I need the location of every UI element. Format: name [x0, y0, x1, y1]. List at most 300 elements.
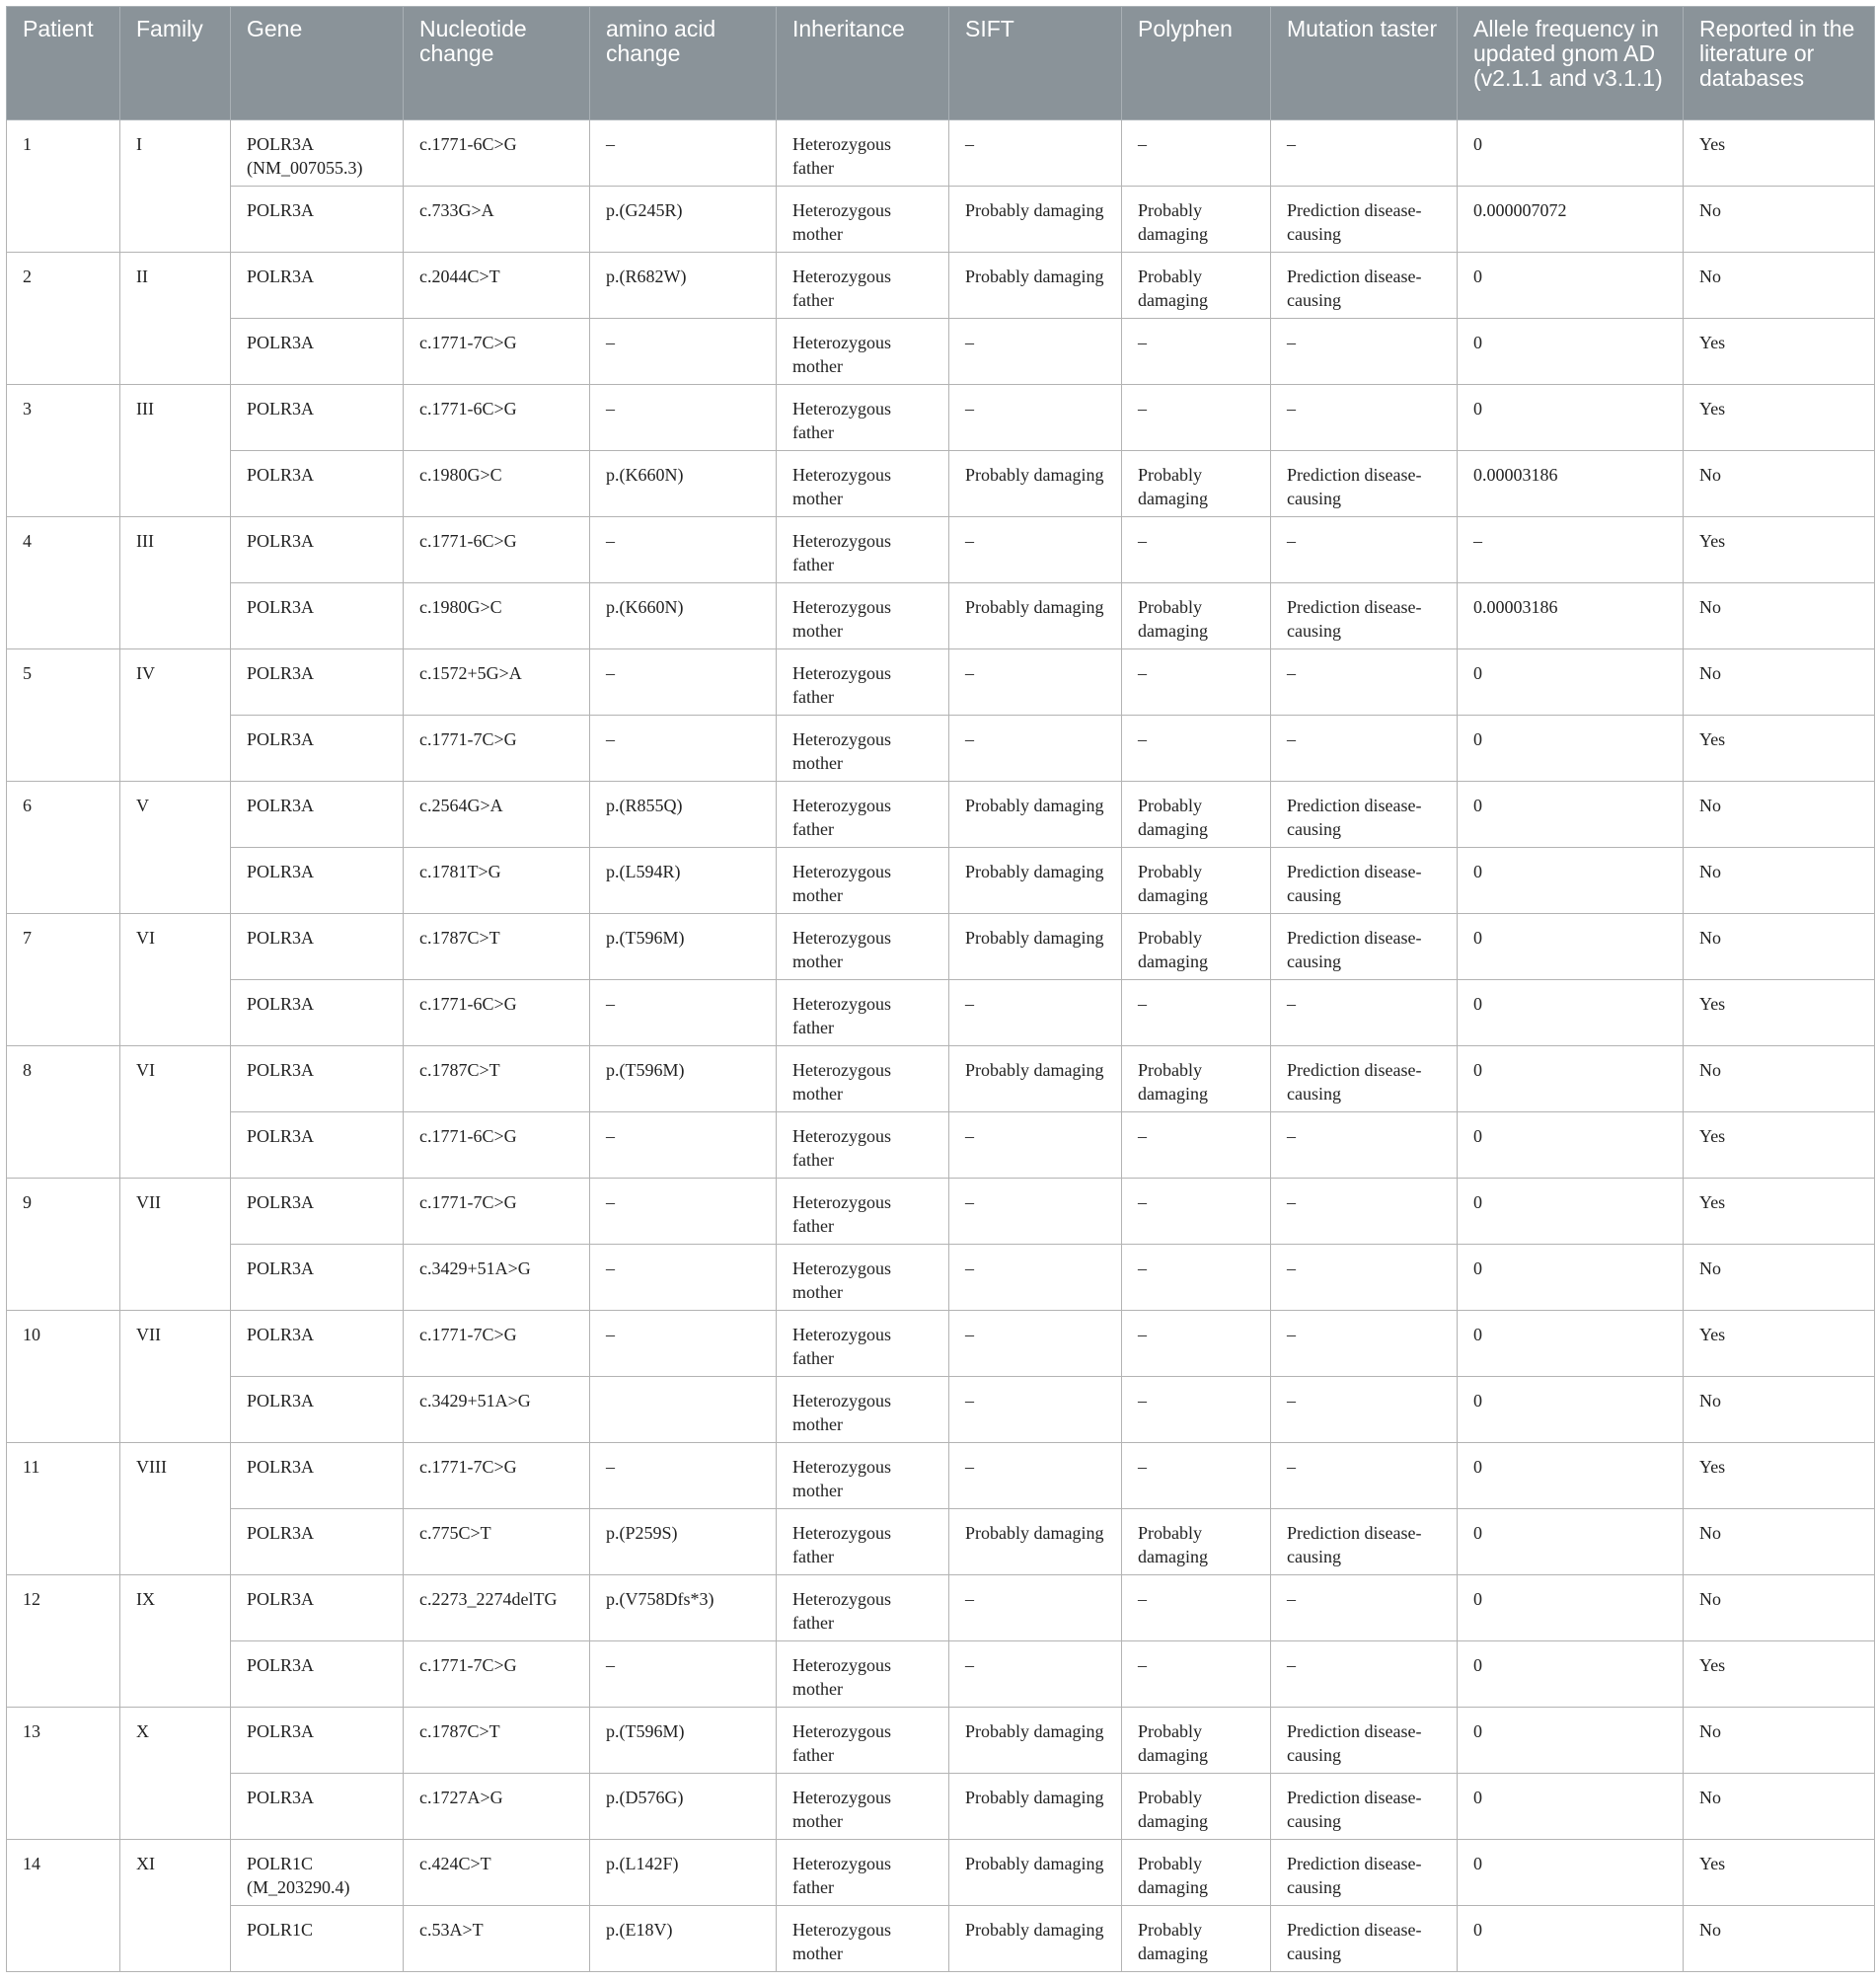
polyphen-cell: Probably damaging	[1122, 1708, 1271, 1774]
mutation-taster-cell: Prediction disease-causing	[1271, 848, 1458, 914]
mutation-taster-cell: –	[1271, 1179, 1458, 1245]
sift-cell: Probably damaging	[949, 1509, 1122, 1575]
table-body	[7, 120, 1875, 1972]
allele-frequency-cell: 0	[1458, 1311, 1684, 1377]
inheritance-cell: Heterozygous father	[777, 1708, 949, 1774]
header-mutation-taster: Mutation taster	[1271, 7, 1458, 120]
allele-frequency-cell: 0	[1458, 980, 1684, 1046]
reported-cell: No	[1684, 1906, 1875, 1972]
sift-cell: –	[949, 1443, 1122, 1509]
allele-frequency-cell: 0.000007072	[1458, 187, 1684, 253]
table-row	[7, 1245, 1875, 1311]
table-row	[7, 120, 1875, 187]
sift-cell: –	[949, 385, 1122, 451]
gene-cell: POLR3A	[231, 1245, 404, 1311]
allele-frequency-cell: –	[1458, 517, 1684, 583]
table-row	[7, 848, 1875, 914]
patient-cell: 14	[7, 1840, 120, 1972]
reported-cell: No	[1684, 1377, 1875, 1443]
mutation-taster-cell: Prediction disease-causing	[1271, 1774, 1458, 1840]
nucleotide-change-cell: c.1771-7C>G	[404, 1311, 590, 1377]
sift-cell: Probably damaging	[949, 253, 1122, 319]
reported-cell: No	[1684, 1708, 1875, 1774]
amino-acid-change-cell: –	[590, 1311, 777, 1377]
family-cell: II	[120, 253, 231, 385]
sift-cell: Probably damaging	[949, 914, 1122, 980]
sift-cell: –	[949, 716, 1122, 782]
allele-frequency-cell: 0	[1458, 1774, 1684, 1840]
table-row	[7, 319, 1875, 385]
inheritance-cell: Heterozygous mother	[777, 187, 949, 253]
reported-cell: No	[1684, 451, 1875, 517]
header-row	[7, 7, 1875, 120]
inheritance-cell: Heterozygous mother	[777, 1641, 949, 1708]
gene-cell: POLR3A	[231, 1708, 404, 1774]
amino-acid-change-cell: p.(E18V)	[590, 1906, 777, 1972]
allele-frequency-cell: 0	[1458, 848, 1684, 914]
nucleotide-change-cell: c.1771-7C>G	[404, 716, 590, 782]
table-row	[7, 1708, 1875, 1774]
mutation-taster-cell: –	[1271, 1245, 1458, 1311]
gene-cell: POLR3A	[231, 980, 404, 1046]
table-row	[7, 451, 1875, 517]
reported-cell: No	[1684, 914, 1875, 980]
gene-cell: POLR3A	[231, 1575, 404, 1641]
table-row	[7, 1112, 1875, 1179]
nucleotide-change-cell: c.1787C>T	[404, 1046, 590, 1112]
allele-frequency-cell: 0	[1458, 1641, 1684, 1708]
reported-cell: No	[1684, 583, 1875, 649]
mutation-taster-cell: –	[1271, 120, 1458, 187]
nucleotide-change-cell: c.1771-6C>G	[404, 385, 590, 451]
polyphen-cell: –	[1122, 517, 1271, 583]
table-row	[7, 1509, 1875, 1575]
family-cell: X	[120, 1708, 231, 1840]
inheritance-cell: Heterozygous mother	[777, 1046, 949, 1112]
sift-cell: Probably damaging	[949, 1708, 1122, 1774]
nucleotide-change-cell: c.775C>T	[404, 1509, 590, 1575]
polyphen-cell: Probably damaging	[1122, 1906, 1271, 1972]
mutation-taster-cell: –	[1271, 517, 1458, 583]
nucleotide-change-cell: c.424C>T	[404, 1840, 590, 1906]
allele-frequency-cell: 0	[1458, 1906, 1684, 1972]
amino-acid-change-cell: –	[590, 1245, 777, 1311]
inheritance-cell: Heterozygous mother	[777, 1774, 949, 1840]
sift-cell: Probably damaging	[949, 848, 1122, 914]
variants-table-container	[6, 6, 1874, 1972]
family-cell: IV	[120, 649, 231, 782]
reported-cell: Yes	[1684, 1112, 1875, 1179]
polyphen-cell: Probably damaging	[1122, 253, 1271, 319]
gene-cell: POLR3A	[231, 848, 404, 914]
inheritance-cell: Heterozygous father	[777, 1509, 949, 1575]
sift-cell: –	[949, 319, 1122, 385]
family-cell: VII	[120, 1311, 231, 1443]
nucleotide-change-cell: c.3429+51A>G	[404, 1245, 590, 1311]
patient-cell: 13	[7, 1708, 120, 1840]
amino-acid-change-cell: p.(T596M)	[590, 1046, 777, 1112]
nucleotide-change-cell: c.2273_2274delTG	[404, 1575, 590, 1641]
family-cell: VI	[120, 914, 231, 1046]
amino-acid-change-cell: p.(L594R)	[590, 848, 777, 914]
table-row	[7, 980, 1875, 1046]
polyphen-cell: –	[1122, 1641, 1271, 1708]
table-row	[7, 1179, 1875, 1245]
amino-acid-change-cell: p.(T596M)	[590, 1708, 777, 1774]
polyphen-cell: –	[1122, 1443, 1271, 1509]
mutation-taster-cell: –	[1271, 1641, 1458, 1708]
polyphen-cell: Probably damaging	[1122, 583, 1271, 649]
inheritance-cell: Heterozygous father	[777, 782, 949, 848]
mutation-taster-cell: Prediction disease-causing	[1271, 187, 1458, 253]
reported-cell: No	[1684, 848, 1875, 914]
gene-cell: POLR3A	[231, 1179, 404, 1245]
reported-cell: Yes	[1684, 1179, 1875, 1245]
nucleotide-change-cell: c.1771-6C>G	[404, 120, 590, 187]
nucleotide-change-cell: c.1980G>C	[404, 451, 590, 517]
allele-frequency-cell: 0	[1458, 1509, 1684, 1575]
allele-frequency-cell: 0	[1458, 120, 1684, 187]
gene-cell: POLR3A	[231, 583, 404, 649]
amino-acid-change-cell: –	[590, 649, 777, 716]
amino-acid-change-cell: –	[590, 1443, 777, 1509]
family-cell: III	[120, 385, 231, 517]
amino-acid-change-cell: p.(R855Q)	[590, 782, 777, 848]
family-cell: VIII	[120, 1443, 231, 1575]
gene-cell: POLR3A	[231, 451, 404, 517]
patient-cell: 2	[7, 253, 120, 385]
table-row	[7, 1046, 1875, 1112]
amino-acid-change-cell: –	[590, 1179, 777, 1245]
inheritance-cell: Heterozygous mother	[777, 848, 949, 914]
patient-cell: 7	[7, 914, 120, 1046]
amino-acid-change-cell: p.(K660N)	[590, 583, 777, 649]
amino-acid-change-cell: –	[590, 120, 777, 187]
sift-cell: –	[949, 1112, 1122, 1179]
nucleotide-change-cell: c.1771-6C>G	[404, 980, 590, 1046]
patient-cell: 10	[7, 1311, 120, 1443]
reported-cell: Yes	[1684, 716, 1875, 782]
table-row	[7, 385, 1875, 451]
inheritance-cell: Heterozygous mother	[777, 583, 949, 649]
reported-cell: No	[1684, 1774, 1875, 1840]
amino-acid-change-cell: p.(T596M)	[590, 914, 777, 980]
nucleotide-change-cell: c.1771-7C>G	[404, 319, 590, 385]
mutation-taster-cell: –	[1271, 319, 1458, 385]
header-nucleotide-change: Nucleotide change	[404, 7, 590, 120]
sift-cell: Probably damaging	[949, 583, 1122, 649]
mutation-taster-cell: –	[1271, 1443, 1458, 1509]
table-row	[7, 1906, 1875, 1972]
table-row	[7, 1641, 1875, 1708]
variants-table	[6, 6, 1875, 1972]
allele-frequency-cell: 0	[1458, 1708, 1684, 1774]
polyphen-cell: Probably damaging	[1122, 914, 1271, 980]
nucleotide-change-cell: c.1787C>T	[404, 914, 590, 980]
patient-cell: 12	[7, 1575, 120, 1708]
table-row	[7, 782, 1875, 848]
allele-frequency-cell: 0	[1458, 716, 1684, 782]
header-gene: Gene	[231, 7, 404, 120]
mutation-taster-cell: –	[1271, 649, 1458, 716]
allele-frequency-cell: 0	[1458, 385, 1684, 451]
sift-cell: Probably damaging	[949, 1906, 1122, 1972]
polyphen-cell: Probably damaging	[1122, 1046, 1271, 1112]
allele-frequency-cell: 0.00003186	[1458, 583, 1684, 649]
nucleotide-change-cell: c.1771-6C>G	[404, 517, 590, 583]
sift-cell: –	[949, 1377, 1122, 1443]
allele-frequency-cell: 0	[1458, 1179, 1684, 1245]
reported-cell: Yes	[1684, 1840, 1875, 1906]
header-inheritance: Inheritance	[777, 7, 949, 120]
nucleotide-change-cell: c.2564G>A	[404, 782, 590, 848]
amino-acid-change-cell	[590, 1377, 777, 1443]
inheritance-cell: Heterozygous mother	[777, 451, 949, 517]
nucleotide-change-cell: c.1771-7C>G	[404, 1641, 590, 1708]
sift-cell: –	[949, 1179, 1122, 1245]
family-cell: V	[120, 782, 231, 914]
mutation-taster-cell: Prediction disease-causing	[1271, 1708, 1458, 1774]
polyphen-cell: Probably damaging	[1122, 1509, 1271, 1575]
polyphen-cell: Probably damaging	[1122, 782, 1271, 848]
reported-cell: No	[1684, 1575, 1875, 1641]
gene-cell: POLR3A	[231, 319, 404, 385]
polyphen-cell: –	[1122, 980, 1271, 1046]
family-cell: VI	[120, 1046, 231, 1179]
polyphen-cell: –	[1122, 1245, 1271, 1311]
table-row	[7, 517, 1875, 583]
mutation-taster-cell: –	[1271, 716, 1458, 782]
allele-frequency-cell: 0	[1458, 1575, 1684, 1641]
amino-acid-change-cell: –	[590, 716, 777, 782]
table-row	[7, 1774, 1875, 1840]
allele-frequency-cell: 0	[1458, 1245, 1684, 1311]
gene-cell: POLR3A	[231, 649, 404, 716]
patient-cell: 8	[7, 1046, 120, 1179]
inheritance-cell: Heterozygous mother	[777, 914, 949, 980]
table-row	[7, 253, 1875, 319]
nucleotide-change-cell: c.53A>T	[404, 1906, 590, 1972]
mutation-taster-cell: Prediction disease-causing	[1271, 583, 1458, 649]
reported-cell: Yes	[1684, 517, 1875, 583]
inheritance-cell: Heterozygous father	[777, 1112, 949, 1179]
amino-acid-change-cell: p.(L142F)	[590, 1840, 777, 1906]
patient-cell: 11	[7, 1443, 120, 1575]
allele-frequency-cell: 0	[1458, 1443, 1684, 1509]
allele-frequency-cell: 0	[1458, 1046, 1684, 1112]
family-cell: IX	[120, 1575, 231, 1708]
gene-cell: POLR3A	[231, 187, 404, 253]
amino-acid-change-cell: –	[590, 1641, 777, 1708]
sift-cell: –	[949, 1311, 1122, 1377]
mutation-taster-cell: –	[1271, 1377, 1458, 1443]
nucleotide-change-cell: c.1771-7C>G	[404, 1179, 590, 1245]
sift-cell: –	[949, 649, 1122, 716]
sift-cell: Probably damaging	[949, 187, 1122, 253]
inheritance-cell: Heterozygous mother	[777, 716, 949, 782]
table-row	[7, 187, 1875, 253]
gene-cell: POLR3A	[231, 1641, 404, 1708]
header-reported: Reported in the literature or databases	[1684, 7, 1875, 120]
sift-cell: –	[949, 517, 1122, 583]
amino-acid-change-cell: p.(R682W)	[590, 253, 777, 319]
reported-cell: No	[1684, 1509, 1875, 1575]
inheritance-cell: Heterozygous father	[777, 649, 949, 716]
header-amino-acid-change: amino acid change	[590, 7, 777, 120]
inheritance-cell: Heterozygous father	[777, 253, 949, 319]
amino-acid-change-cell: –	[590, 319, 777, 385]
mutation-taster-cell: –	[1271, 980, 1458, 1046]
nucleotide-change-cell: c.3429+51A>G	[404, 1377, 590, 1443]
mutation-taster-cell: Prediction disease-causing	[1271, 1906, 1458, 1972]
polyphen-cell: Probably damaging	[1122, 1774, 1271, 1840]
patient-cell: 4	[7, 517, 120, 649]
header-patient: Patient	[7, 7, 120, 120]
gene-cell: POLR3A	[231, 1311, 404, 1377]
gene-cell: POLR3A (NM_007055.3)	[231, 120, 404, 187]
amino-acid-change-cell: p.(G245R)	[590, 187, 777, 253]
inheritance-cell: Heterozygous mother	[777, 1443, 949, 1509]
polyphen-cell: –	[1122, 120, 1271, 187]
reported-cell: No	[1684, 253, 1875, 319]
allele-frequency-cell: 0	[1458, 1840, 1684, 1906]
table-row	[7, 1840, 1875, 1906]
amino-acid-change-cell: p.(D576G)	[590, 1774, 777, 1840]
inheritance-cell: Heterozygous father	[777, 1575, 949, 1641]
inheritance-cell: Heterozygous mother	[777, 319, 949, 385]
patient-cell: 9	[7, 1179, 120, 1311]
sift-cell: Probably damaging	[949, 451, 1122, 517]
mutation-taster-cell: Prediction disease-causing	[1271, 451, 1458, 517]
amino-acid-change-cell: –	[590, 980, 777, 1046]
nucleotide-change-cell: c.1727A>G	[404, 1774, 590, 1840]
gene-cell: POLR3A	[231, 517, 404, 583]
mutation-taster-cell: –	[1271, 385, 1458, 451]
polyphen-cell: –	[1122, 649, 1271, 716]
allele-frequency-cell: 0	[1458, 1377, 1684, 1443]
family-cell: XI	[120, 1840, 231, 1972]
header-allele-frequency: Allele frequency in updated gnom AD (v2.1.1 and v3.1.1)	[1458, 7, 1684, 120]
table-row	[7, 1377, 1875, 1443]
inheritance-cell: Heterozygous mother	[777, 1906, 949, 1972]
reported-cell: No	[1684, 1245, 1875, 1311]
reported-cell: Yes	[1684, 1641, 1875, 1708]
polyphen-cell: –	[1122, 1311, 1271, 1377]
reported-cell: Yes	[1684, 1311, 1875, 1377]
sift-cell: –	[949, 980, 1122, 1046]
reported-cell: Yes	[1684, 1443, 1875, 1509]
allele-frequency-cell: 0	[1458, 1112, 1684, 1179]
gene-cell: POLR3A	[231, 782, 404, 848]
mutation-taster-cell: Prediction disease-causing	[1271, 1840, 1458, 1906]
inheritance-cell: Heterozygous mother	[777, 1245, 949, 1311]
reported-cell: Yes	[1684, 120, 1875, 187]
table-row	[7, 1443, 1875, 1509]
family-cell: III	[120, 517, 231, 649]
mutation-taster-cell: –	[1271, 1311, 1458, 1377]
patient-cell: 5	[7, 649, 120, 782]
polyphen-cell: –	[1122, 1112, 1271, 1179]
inheritance-cell: Heterozygous father	[777, 980, 949, 1046]
polyphen-cell: –	[1122, 1575, 1271, 1641]
table-row	[7, 1575, 1875, 1641]
inheritance-cell: Heterozygous father	[777, 385, 949, 451]
gene-cell: POLR3A	[231, 914, 404, 980]
header-family: Family	[120, 7, 231, 120]
nucleotide-change-cell: c.2044C>T	[404, 253, 590, 319]
patient-cell: 3	[7, 385, 120, 517]
nucleotide-change-cell: c.733G>A	[404, 187, 590, 253]
polyphen-cell: Probably damaging	[1122, 1840, 1271, 1906]
amino-acid-change-cell: –	[590, 517, 777, 583]
reported-cell: No	[1684, 1046, 1875, 1112]
family-cell: VII	[120, 1179, 231, 1311]
gene-cell: POLR3A	[231, 1443, 404, 1509]
gene-cell: POLR3A	[231, 1377, 404, 1443]
amino-acid-change-cell: p.(K660N)	[590, 451, 777, 517]
amino-acid-change-cell: –	[590, 1112, 777, 1179]
table-row	[7, 1311, 1875, 1377]
reported-cell: No	[1684, 782, 1875, 848]
gene-cell: POLR1C	[231, 1906, 404, 1972]
polyphen-cell: Probably damaging	[1122, 187, 1271, 253]
inheritance-cell: Heterozygous father	[777, 1840, 949, 1906]
polyphen-cell: –	[1122, 716, 1271, 782]
nucleotide-change-cell: c.1771-6C>G	[404, 1112, 590, 1179]
sift-cell: –	[949, 1641, 1122, 1708]
nucleotide-change-cell: c.1781T>G	[404, 848, 590, 914]
allele-frequency-cell: 0	[1458, 782, 1684, 848]
allele-frequency-cell: 0	[1458, 914, 1684, 980]
reported-cell: No	[1684, 649, 1875, 716]
allele-frequency-cell: 0	[1458, 319, 1684, 385]
gene-cell: POLR3A	[231, 1046, 404, 1112]
nucleotide-change-cell: c.1771-7C>G	[404, 1443, 590, 1509]
allele-frequency-cell: 0	[1458, 253, 1684, 319]
nucleotide-change-cell: c.1787C>T	[404, 1708, 590, 1774]
inheritance-cell: Heterozygous father	[777, 517, 949, 583]
sift-cell: Probably damaging	[949, 1774, 1122, 1840]
reported-cell: Yes	[1684, 980, 1875, 1046]
mutation-taster-cell: –	[1271, 1112, 1458, 1179]
gene-cell: POLR3A	[231, 1509, 404, 1575]
mutation-taster-cell: Prediction disease-causing	[1271, 914, 1458, 980]
gene-cell: POLR3A	[231, 1112, 404, 1179]
reported-cell: Yes	[1684, 319, 1875, 385]
sift-cell: Probably damaging	[949, 1840, 1122, 1906]
table-header	[7, 7, 1875, 120]
sift-cell: –	[949, 1245, 1122, 1311]
gene-cell: POLR1C (M_203290.4)	[231, 1840, 404, 1906]
header-polyphen: Polyphen	[1122, 7, 1271, 120]
polyphen-cell: –	[1122, 1179, 1271, 1245]
mutation-taster-cell: –	[1271, 1575, 1458, 1641]
table-row	[7, 914, 1875, 980]
table-row	[7, 583, 1875, 649]
nucleotide-change-cell: c.1980G>C	[404, 583, 590, 649]
amino-acid-change-cell: p.(V758Dfs*3)	[590, 1575, 777, 1641]
allele-frequency-cell: 0.00003186	[1458, 451, 1684, 517]
sift-cell: Probably damaging	[949, 1046, 1122, 1112]
table-row	[7, 716, 1875, 782]
gene-cell: POLR3A	[231, 253, 404, 319]
polyphen-cell: –	[1122, 385, 1271, 451]
allele-frequency-cell: 0	[1458, 649, 1684, 716]
mutation-taster-cell: Prediction disease-causing	[1271, 1046, 1458, 1112]
gene-cell: POLR3A	[231, 716, 404, 782]
amino-acid-change-cell: p.(P259S)	[590, 1509, 777, 1575]
amino-acid-change-cell: –	[590, 385, 777, 451]
